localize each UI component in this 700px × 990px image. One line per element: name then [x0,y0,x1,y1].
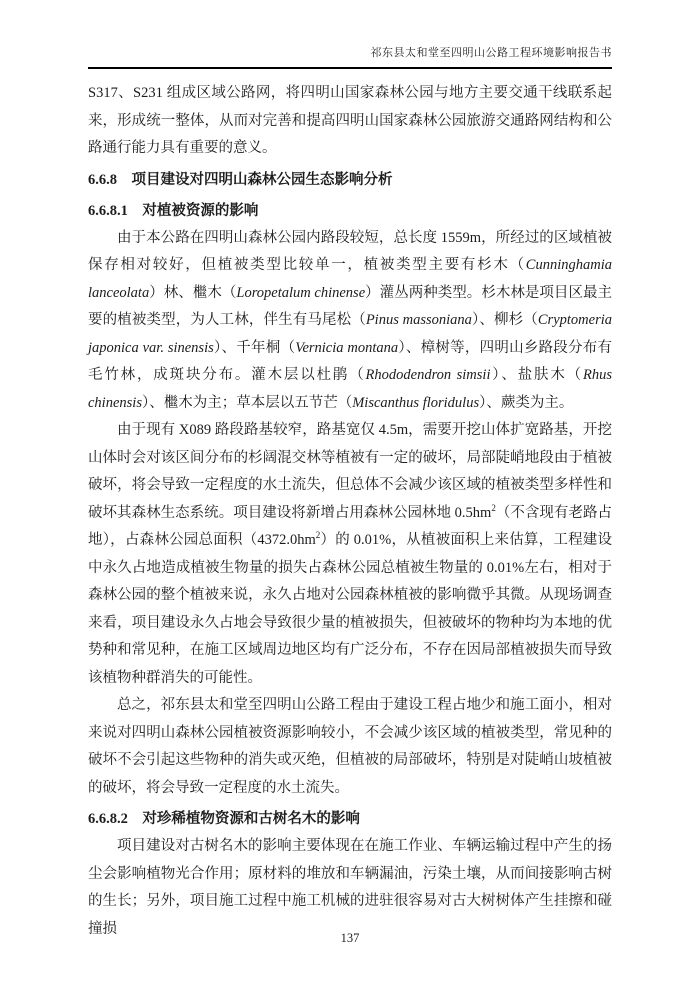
superscript: 2 [315,530,321,541]
latin-species-name: Rhododendron simsii [365,367,491,383]
text-run: （不含现有老路占地），占森林公园总面积（4372.0hm [88,504,612,548]
page-number: 137 [340,931,360,945]
latin-species-name: Loropetalum chinense [236,284,366,301]
text-run: 6.6.8 项目建设对四明山森林公园生态影响分析 [88,171,393,188]
latin-species-name: Miscanthus floridulus [352,394,480,411]
text-run: 6.6.8.2 对珍稀植物资源和古树名木的影响 [88,811,360,827]
text-run: ）、千年桐（ [213,339,296,356]
text-run: 由于本公路在四明山森林公园内路段较短，总长度 1559m，所经过的区域植被保存相对较好，但植被类型比较单一，植被类型主要有杉木（ [88,229,612,273]
paragraph [88,417,612,692]
paragraph [88,225,612,418]
page-footer [0,931,700,946]
latin-species-name: Pinus massoniana [365,312,472,328]
text-run: 总之，祁东县太和堂至四明山公路工程由于建设工程占地少和施工面小，相对来说对四明山森林公园植被资源影响较小，不会减少该区域的植被类型，常见种的破坏不会引起这些物种的消失或灭绝，但植被的局部破坏，特别是对陡峭山坡植被的破坏，将会导致一定程度的水土流失。 [88,697,612,796]
text-run: 由于现有 X089 路段路基较窄，路基宽仅 4.5m，需要开挖山体扩宽路基，开挖山体时会对该区间分布的杉阔混交林等植被有一定的破坏，局部陡峭地段由于植被破坏，将会导致一定程度的水土流失，但总体不会减少该区域的植被类型多样性和破坏其森林生态系统。项目建设将新增占用森林公园林地 0.5hm [88,422,612,521]
text-run: ）的 0.01%，从植被面积上来估算，工程建设中永久占地造成植被生物量的损失占森林公园总植被生物量的 0.01%左右，相对于森林公园的整个植被来说，永久占地对公园森林植被的影响微乎其微。从现场调查来看，项目建设永久占地会导致很少量的植被损失，但被破坏的物种均为本地的优势种和常见种，在施工区域周边地区均有广泛分布，不存在因局部植被损失而导致该植物种群消失的可能性。 [88,532,613,686]
text-run: ）、蕨类为主。 [479,394,574,411]
text-run: ）灌丛两种类型。杉木林是项目区最主要的植被类型，为人工林，伴生有马尾松（ [88,284,613,328]
header-title: 祁东县太和堂至四明山公路工程环境影响报告书 [370,47,612,59]
text-run: S317、S231 组成区域公路网，将四明山国家森林公园与地方主要交通干线联系起来，形成统一整体，从而对完善和提高四明山国家森林公园旅游交通路网结构和公路通行能力具有重要的意义。 [88,85,612,156]
header-divider [88,67,612,69]
latin-species-name: Rhus chinensis [88,367,613,411]
paragraph [88,692,612,802]
text-run: ）、柳杉（ [471,312,538,328]
section-heading [88,805,612,833]
text-run: ）、樟树等，四明山乡路段分布有毛竹林，成斑块分布。灌木层以杜鹃（ [88,339,613,383]
text-run: ）、檵木为主；草本层以五节芒（ [141,394,353,411]
page-header [88,44,612,69]
text-run: ）、盐肤木（ [490,367,584,383]
paragraph [88,833,612,943]
section-heading [88,166,612,194]
section-heading [88,197,612,225]
text-run: 6.6.8.1 对植被资源的影响 [88,202,259,219]
document-body [88,80,612,943]
paragraph [88,80,612,163]
latin-species-name: Cunninghamia lanceolata [88,257,612,301]
latin-species-name: Cryptomeria japonica var. sinensis [88,312,612,356]
latin-species-name: Vernicia montana [295,339,399,356]
superscript: 2 [491,502,496,513]
text-run: 项目建设对古树名木的影响主要体现在在施工作业、车辆运输过程中产生的扬尘会影响植物光合作用；原材料的堆放和车辆漏油，污染土壤，从而间接影响古树的生长；另外，项目施工过程中施工机械的进驻很容易对古大树树体产生挂擦和碰撞损 [88,838,612,937]
text-run: ）林、檵木（ [149,284,237,301]
